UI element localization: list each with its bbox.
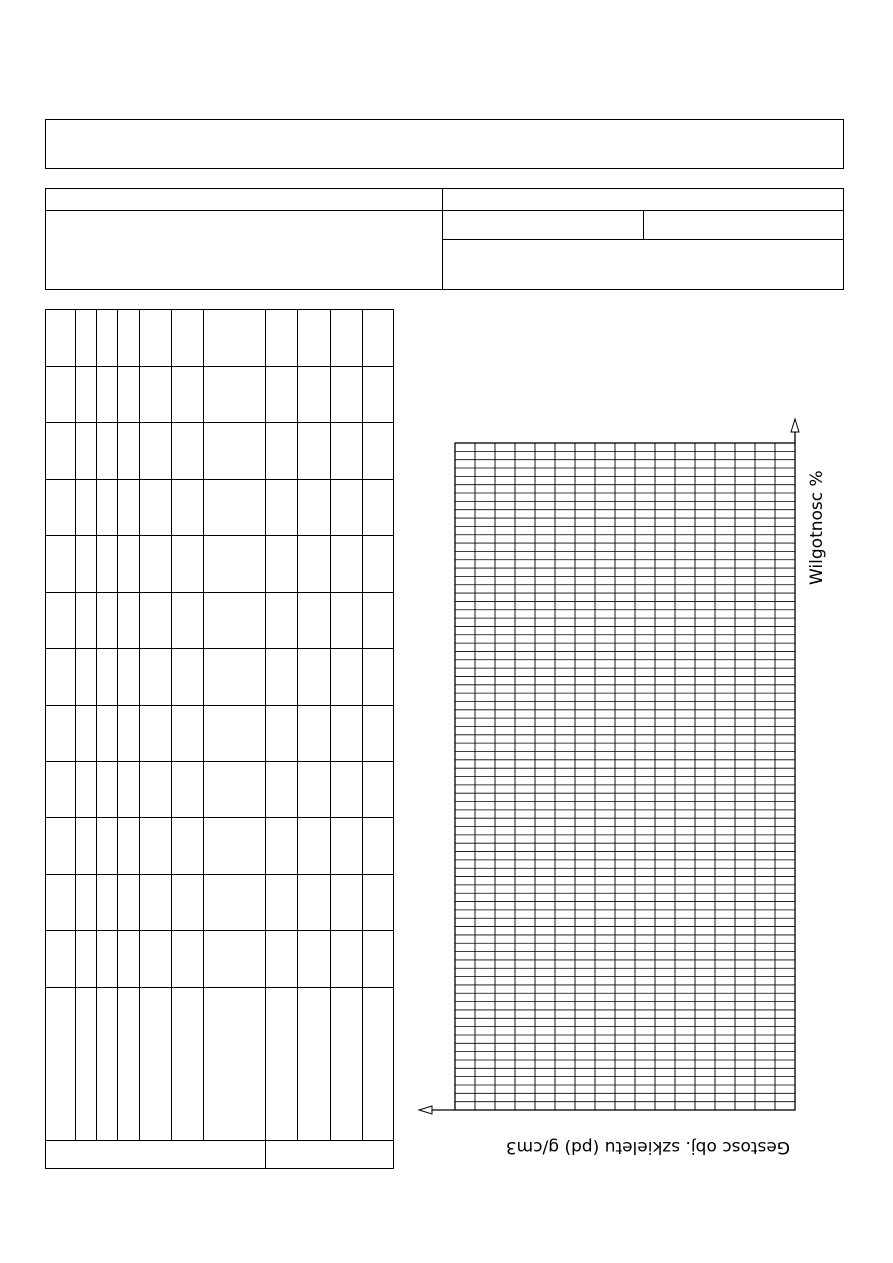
x-axis-label: Gestosc obj. szkieletu (pd) g/cm3 xyxy=(505,1137,790,1157)
y-axis-arrow-icon xyxy=(791,419,799,432)
y-axis-label: Wilgotnosc % xyxy=(807,470,827,585)
x-axis-arrow-icon xyxy=(419,1106,432,1114)
y-axis xyxy=(791,419,799,443)
chart-grid xyxy=(455,443,795,1110)
x-axis xyxy=(419,1106,455,1114)
